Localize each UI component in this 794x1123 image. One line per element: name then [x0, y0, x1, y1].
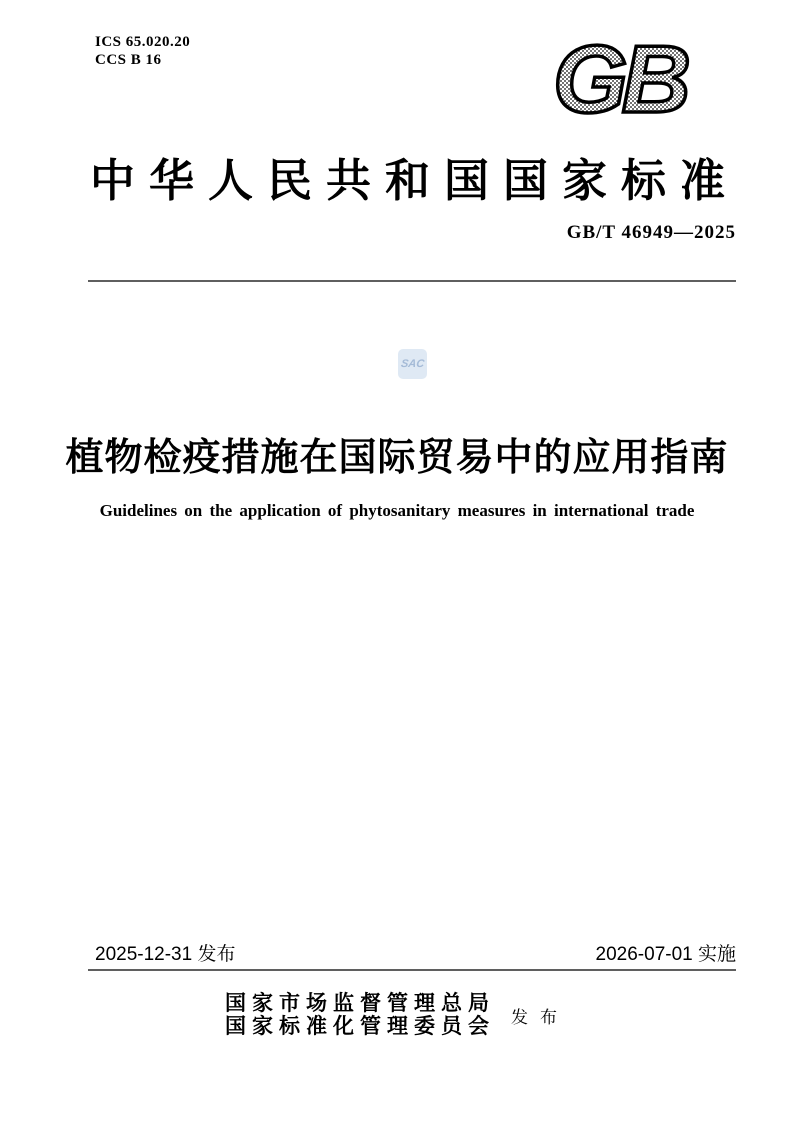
sac-watermark-text: SAC: [400, 358, 425, 370]
standard-number: GB/T 46949—2025: [566, 222, 736, 243]
publish-label: 发布: [511, 1007, 569, 1027]
header-divider: [88, 280, 736, 282]
ics-code: ICS 65.020.20: [95, 34, 191, 50]
ccs-code: CCS B 16: [95, 52, 162, 68]
gb-logo-icon: [536, 28, 702, 120]
svg-text:GB: GB: [553, 28, 685, 120]
issue-date: 2025-12-31 发布: [95, 944, 236, 965]
issuer-line-1: 国家市场监督管理总局: [225, 991, 495, 1015]
implement-date: 2026-07-01 实施: [595, 944, 736, 965]
footer-divider: [88, 969, 736, 971]
issuer-block: [0, 992, 794, 1038]
document-title-en: Guidelines on the application of phytosanitary measures in international trade: [99, 501, 695, 520]
dates-row: [95, 939, 736, 966]
sac-watermark: [398, 349, 427, 379]
document-title-zh: 植物检疫措施在国际贸易中的应用指南: [65, 437, 729, 479]
issuer-names: [225, 992, 495, 1038]
issuer-line-2: 国家标准化管理委员会: [225, 1014, 495, 1038]
classification-codes: [95, 33, 190, 69]
national-standard-heading: 中华人民共和国国家标准: [90, 156, 740, 206]
